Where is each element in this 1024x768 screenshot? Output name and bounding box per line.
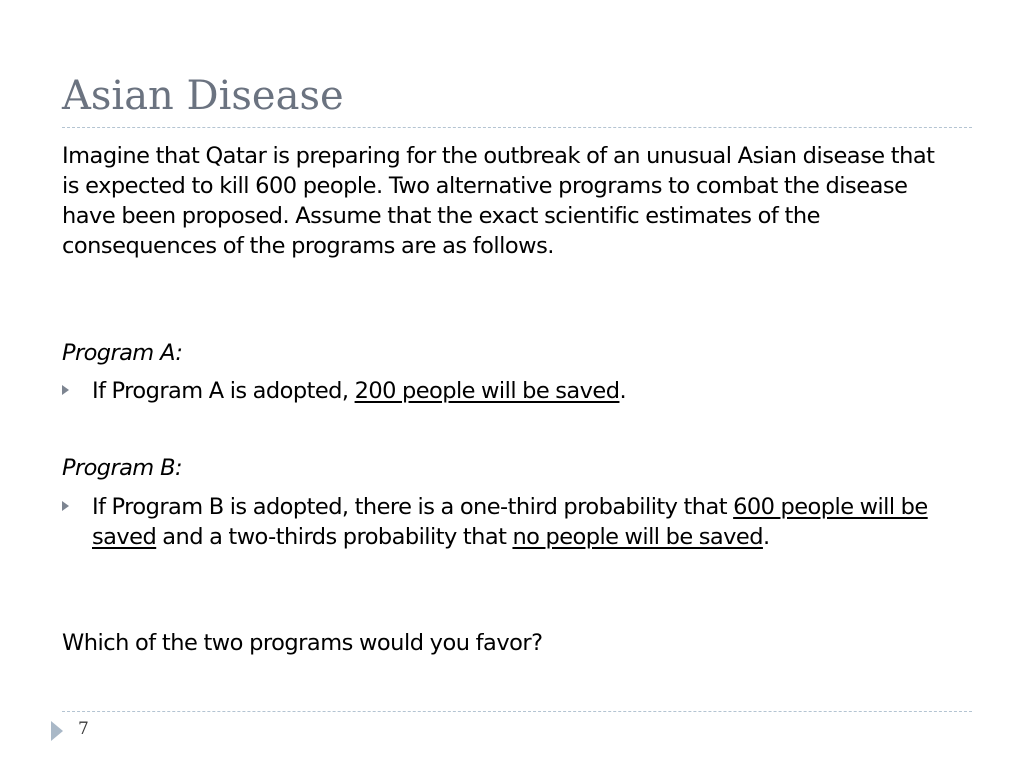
intro-paragraph: Imagine that Qatar is preparing for the outbreak of an unusual Asian disease that is expected to kill 600 people. Two alternative programs to combat the disease have been proposed. Assume that the exact scientific estimates of the consequences of the programs are as follows. <box>62 143 935 259</box>
program-b-text <box>92 492 962 552</box>
program-a-text-end: . <box>619 378 627 404</box>
title-divider <box>62 127 972 128</box>
program-b-bullet <box>62 492 962 552</box>
program-b-label: Program B: <box>62 455 182 481</box>
triangle-bullet-icon <box>62 385 69 395</box>
triangle-nav-icon <box>51 721 63 741</box>
program-a-outcome: 200 people will be saved <box>354 378 620 404</box>
program-a-text-start: If Program A is adopted, <box>92 378 355 404</box>
program-b-text-start: If Program B is adopted, there is a one-third probability that <box>92 494 734 520</box>
program-a-label: Program A: <box>62 340 183 366</box>
footer-divider <box>62 711 972 712</box>
page-number: 7 <box>78 719 89 739</box>
program-b-text-middle: and a two-thirds probability that <box>156 524 513 550</box>
program-a-text <box>92 376 962 406</box>
program-a-bullet <box>62 376 962 406</box>
program-b-outcome-none: no people will be saved <box>512 524 763 550</box>
program-b-outcome-saved: 600 people will be saved <box>92 494 928 550</box>
triangle-bullet-icon <box>62 501 69 511</box>
slide-title: Asian Disease <box>62 73 344 119</box>
program-b-text-end: . <box>762 524 770 550</box>
question-text: Which of the two programs would you favor? <box>62 630 543 656</box>
